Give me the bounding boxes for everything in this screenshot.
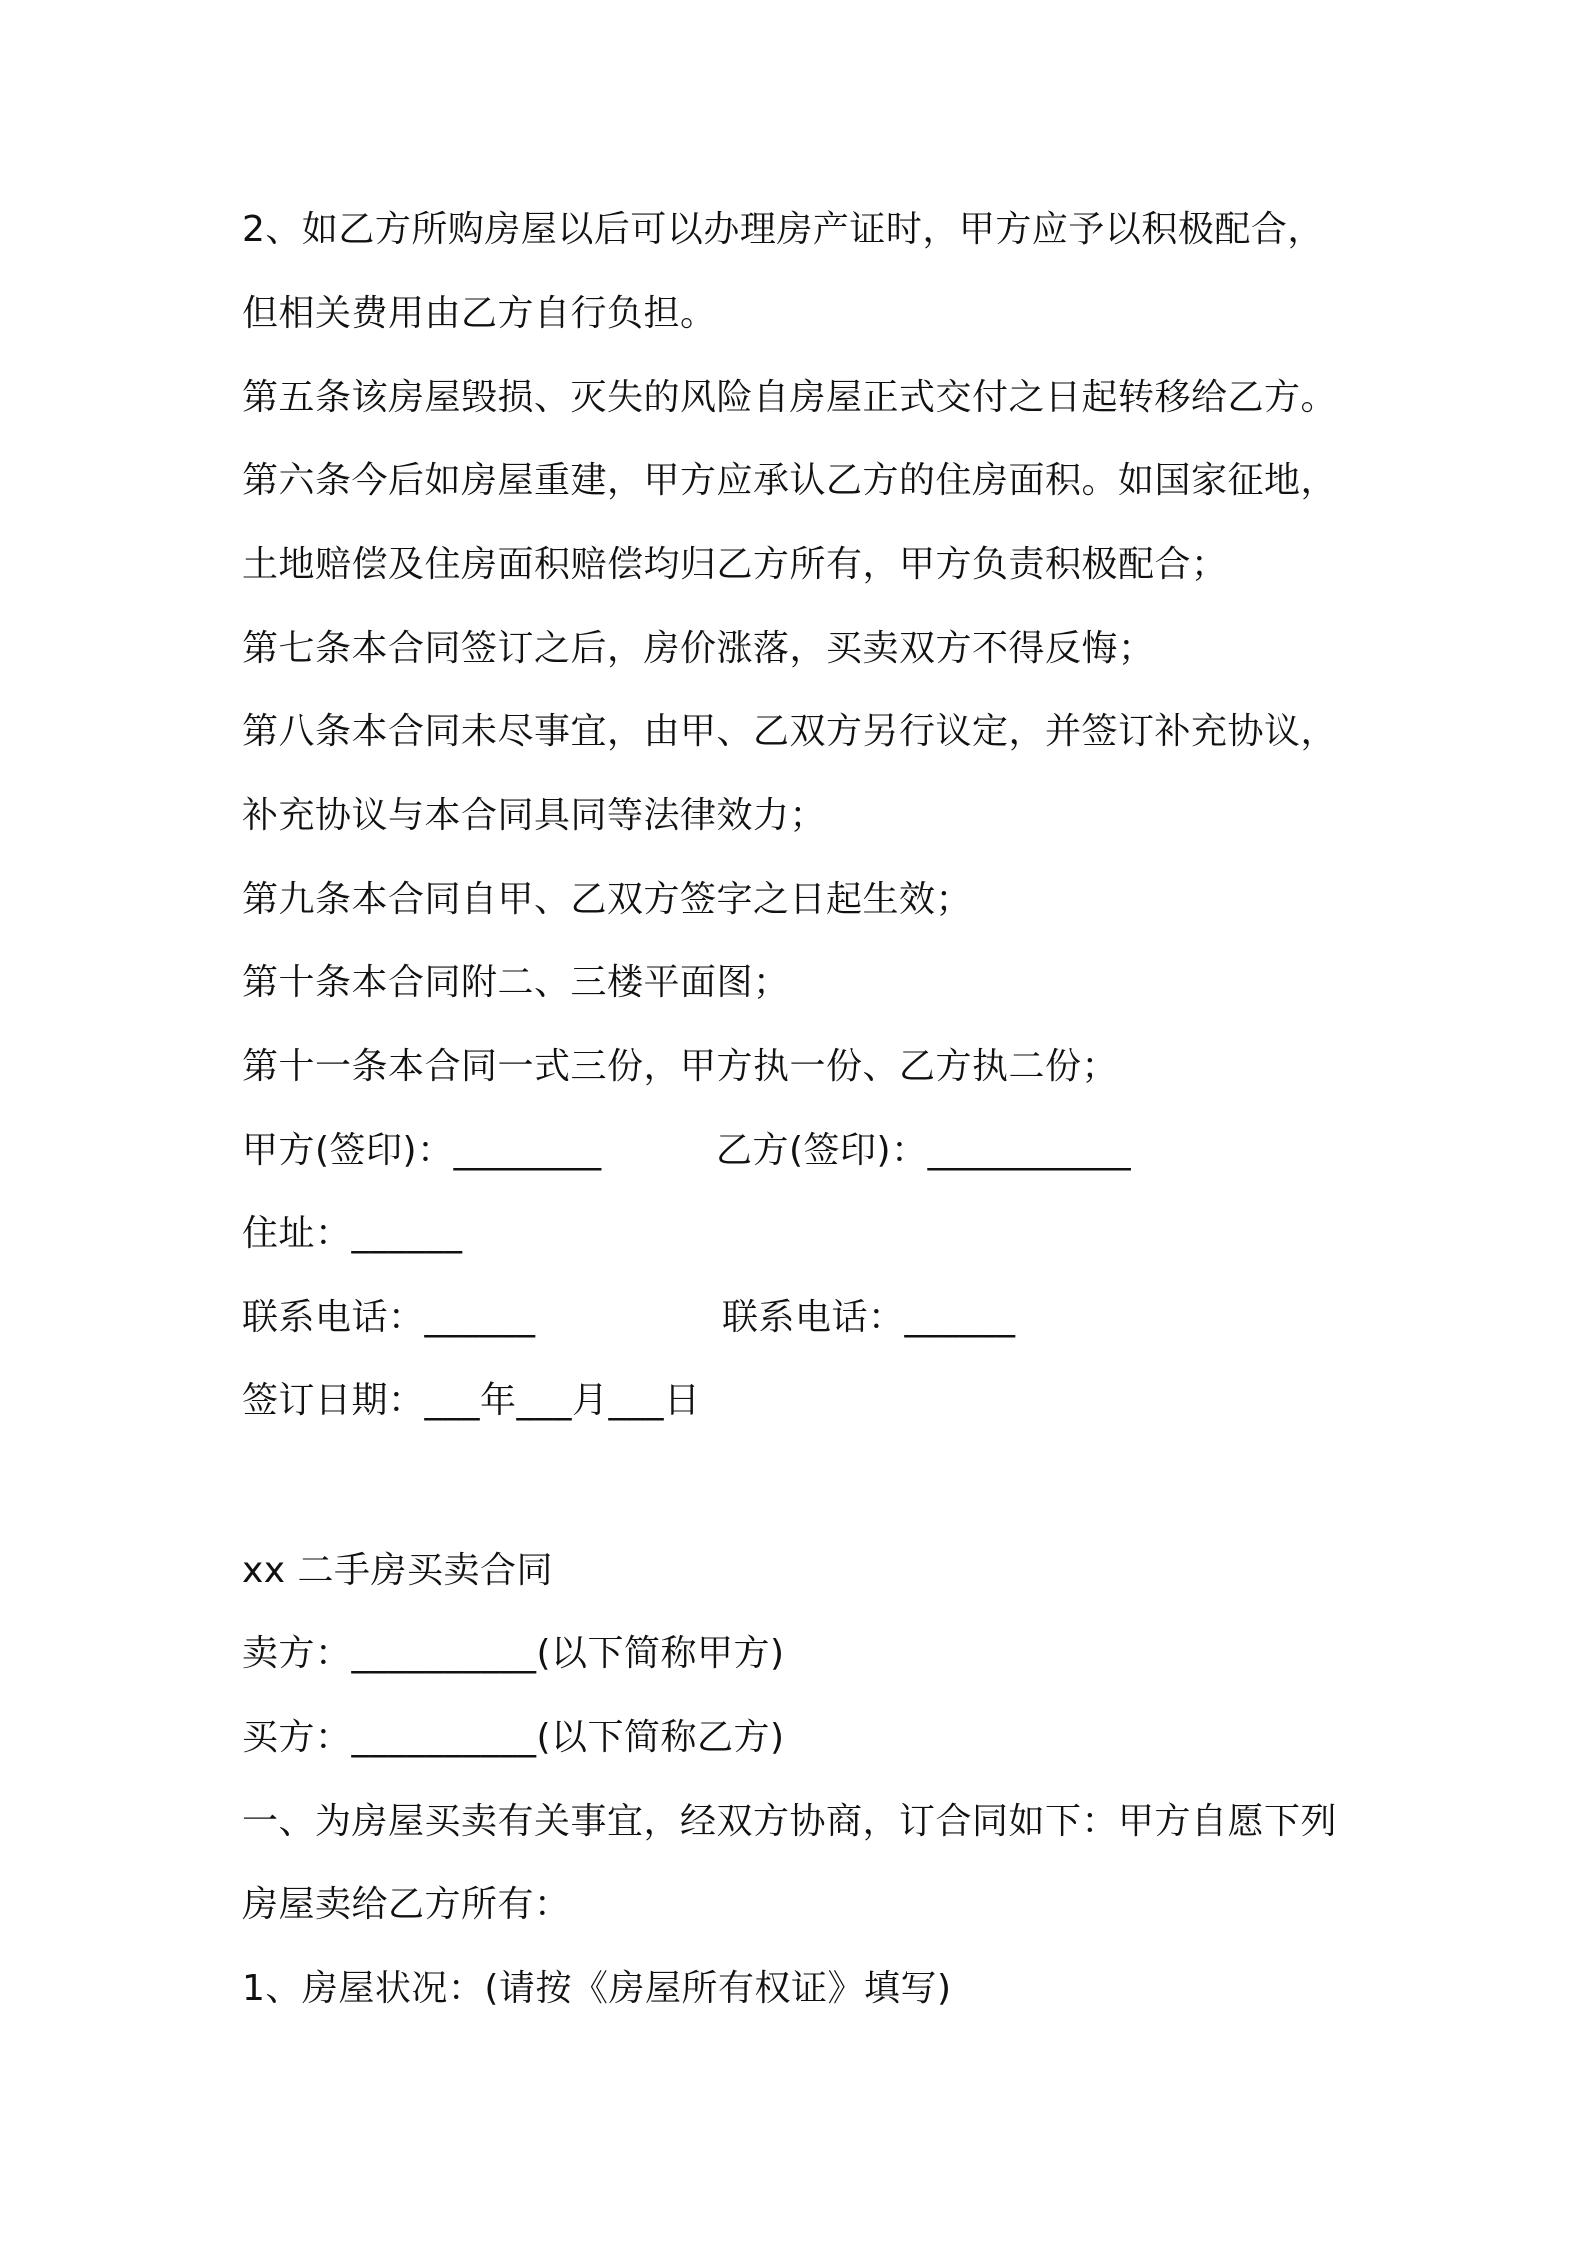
article-6: 第六条今后如房屋重建，甲方应承认乙方的住房面积。如国家征地， [242, 460, 1338, 501]
paragraph-line: 土地赔偿及住房面积赔偿均归乙方所有，甲方负责积极配合； [242, 544, 1228, 585]
article-5: 第五条该房屋毁损、灭失的风险自房屋正式交付之日起转移给乙方。 [242, 377, 1338, 418]
seller-line: 卖方：__________(以下简称甲方) [242, 1633, 785, 1674]
paragraph-line: 2、如乙方所购房屋以后可以办理房产证时，甲方应予以积极配合， [242, 209, 1324, 250]
item-1-house-status: 1、房屋状况：(请按《房屋所有权证》填写) [242, 1968, 952, 2009]
clause-1: 一、为房屋买卖有关事宜，经双方协商，订合同如下：甲方自愿下列 [242, 1801, 1338, 1842]
buyer-line: 买方：__________(以下简称乙方) [242, 1717, 785, 1758]
party-a-signature: 甲方(签印)：________ [242, 1130, 602, 1171]
article-8: 第八条本合同未尽事宜，由甲、乙双方另行议定，并签订补充协议， [242, 711, 1338, 752]
party-a-phone: 联系电话：______ [242, 1297, 536, 1338]
signing-date: 签订日期：___年___月___日 [242, 1380, 701, 1421]
paragraph-line: 补充协议与本合同具同等法律效力； [242, 795, 827, 836]
party-b-phone: 联系电话：______ [722, 1297, 1016, 1338]
article-10: 第十条本合同附二、三楼平面图； [242, 962, 790, 1003]
article-9: 第九条本合同自甲、乙双方签字之日起生效； [242, 879, 973, 920]
contract-title: xx 二手房买卖合同 [242, 1550, 554, 1591]
article-7: 第七条本合同签订之后，房价涨落，买卖双方不得反悔； [242, 628, 1155, 669]
article-11: 第十一条本合同一式三份，甲方执一份、乙方执二份； [242, 1046, 1119, 1087]
address-field: 住址：______ [242, 1213, 463, 1254]
party-b-signature: 乙方(签印)：___________ [716, 1130, 1132, 1171]
paragraph-line: 但相关费用由乙方自行负担。 [242, 293, 717, 334]
clause-1-continued: 房屋卖给乙方所有： [242, 1884, 571, 1925]
